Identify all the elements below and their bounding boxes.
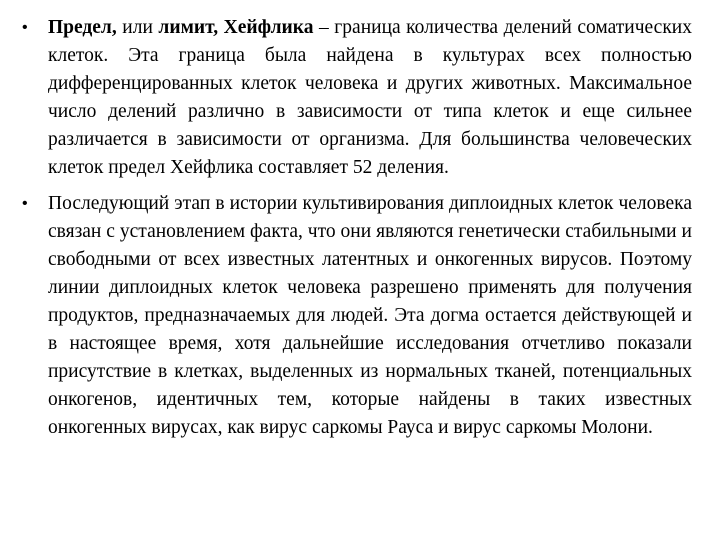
bullet-hayflick-limit — [22, 14, 692, 182]
term-connector: или — [116, 17, 159, 38]
bullet-icon: • — [22, 19, 28, 36]
diploid-cells-text: Последующий этап в истории культивирования диплоидных клеток человека связан с установлением факта, что они являются генетически стабильными и свободными от всех известных латентных и онкогенных вирусов. Поэтому линии диплоидных клеток человека разрешено применять для получения продуктов, предназначаемых для людей. Эта догма остается действующей и в настоящее время, хотя дальнейшие исследования отчетливо показали присутствие в клетках, выделенных из нормальных тканей, потенциальных онкогенов, идентичных тем, которые найдены в таких известных онкогенных вирусах, как вирус саркомы Рауса и вирус саркомы Молони. — [48, 193, 692, 438]
term-hayflick-limit: лимит, Хейфлика — [158, 17, 314, 38]
bullet-diploid-cells — [22, 190, 692, 442]
term-predel: Предел, — [48, 17, 117, 38]
bullet-icon: • — [22, 195, 28, 212]
hayflick-definition-text: – граница количества делений соматических клеток. Эта граница была найдена в культурах всех полностью дифференцированных клеток человека и других животных. Максимальное число делений различно в зависимости от типа клеток и еще сильнее различается в зависимости от организма. Для большинства человеческих клеток предел Хейфлика составляет 52 деления. — [48, 17, 692, 178]
